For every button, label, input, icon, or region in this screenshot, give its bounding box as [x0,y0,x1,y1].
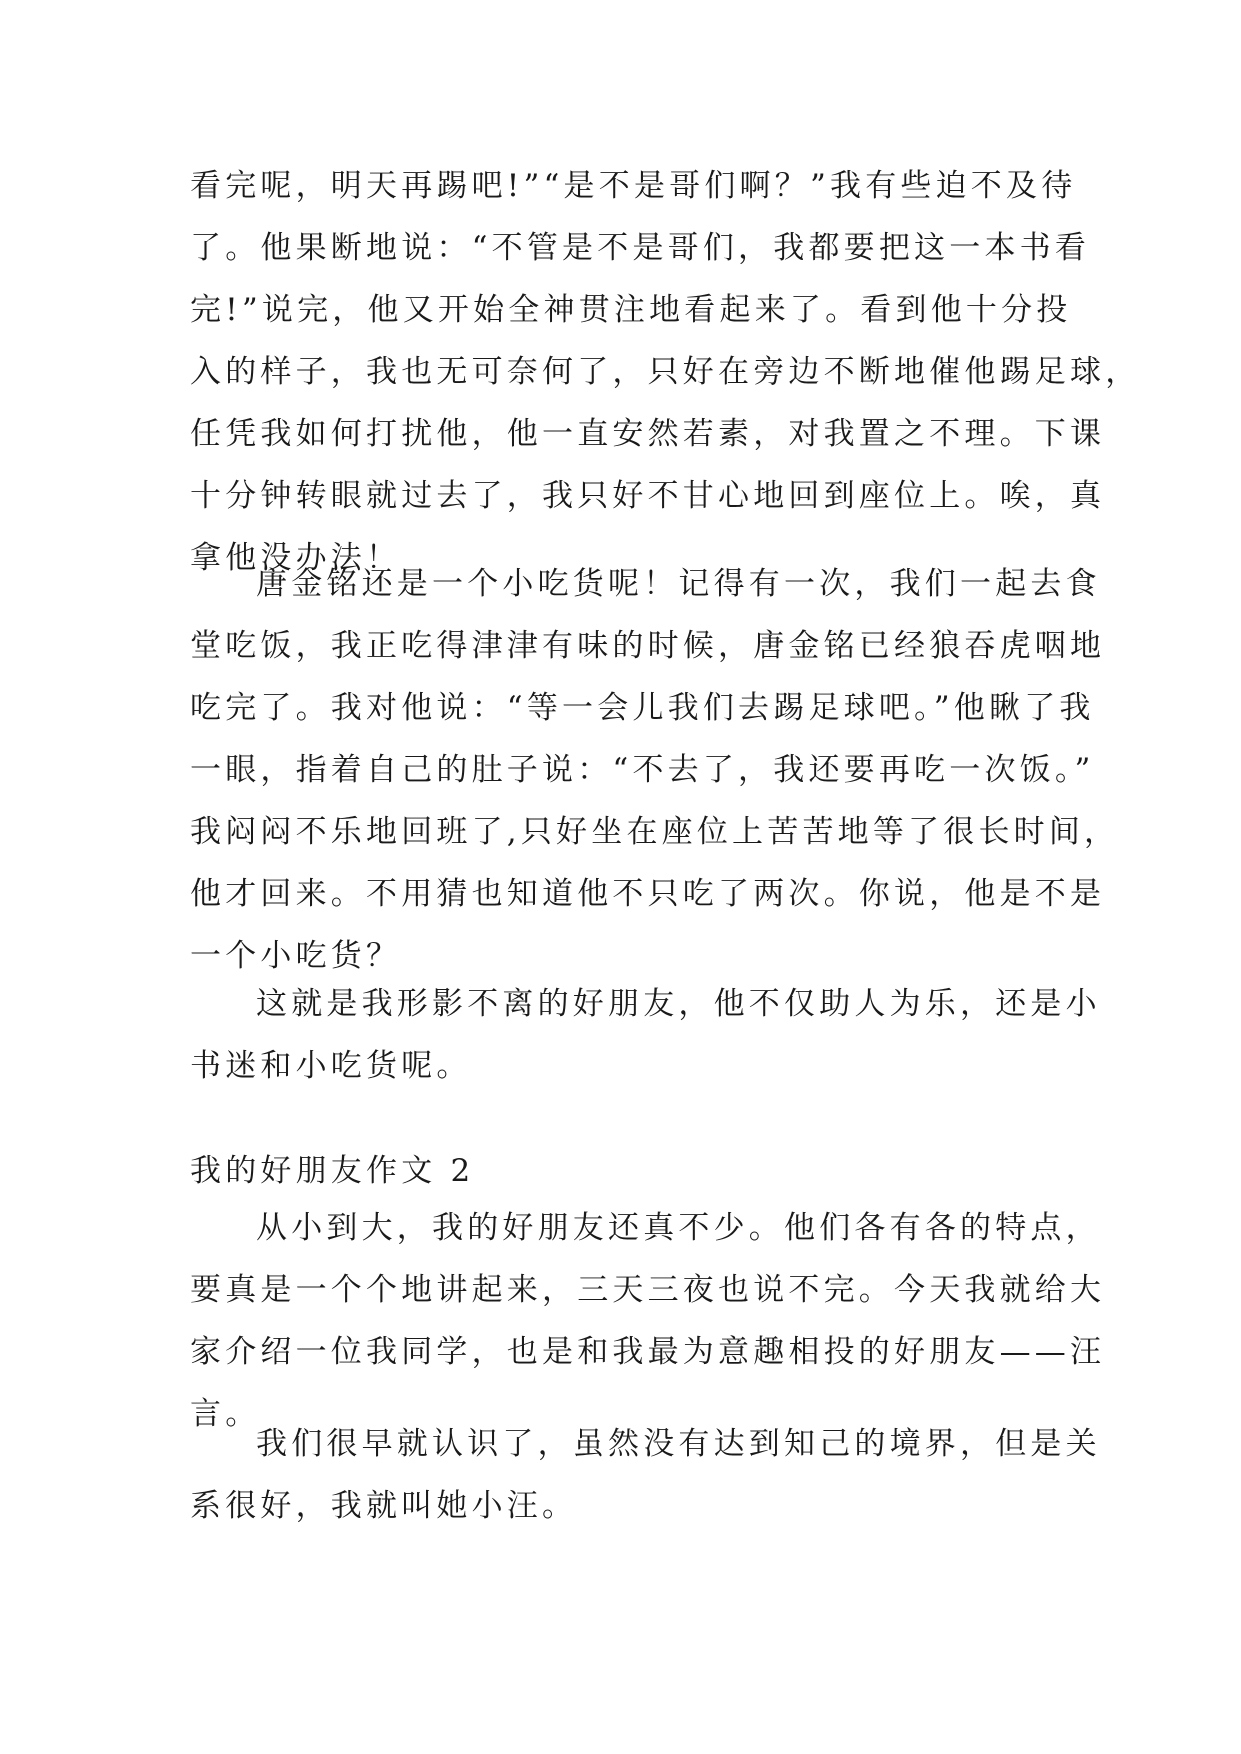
text-line: 一眼，指着自己的肚子说：“不去了，我还要再吃一次饭。” [190,752,1095,788]
heading-text: 我的好朋友作文 2 [190,1153,475,1189]
text-line: 系很好，我就叫她小汪。 [190,1488,578,1524]
paragraph-4 [190,1197,1106,1445]
text-line: 一个小吃货？ [190,938,402,974]
paragraph-1 [190,155,1141,589]
text-line: 他才回来。不用猜也知道他不只吃了两次。你说，他是不是 [190,876,1106,912]
text-line: 十分钟转眼就过去了，我只好不甘心地回到座位上。唉，真 [190,478,1106,514]
text-line: 我闷闷不乐地回班了,只好坐在座位上苦苦地等了很长时间， [190,814,1120,850]
paragraph-5 [190,1413,1101,1537]
text-line: 任凭我如何打扰他，他一直安然若素，对我置之不理。下课 [190,416,1106,452]
text-line: 言。 [190,1396,261,1432]
text-line: 拿他没办法！ [190,540,402,576]
text-line: 了。他果断地说：“不管是不是哥们，我都要把这一本书看 [190,230,1091,266]
paragraph-3 [190,973,1101,1097]
text-line: 看完呢，明天再踢吧!”“是不是哥们啊？”我有些迫不及待 [190,168,1077,204]
text-line: 唐金铭还是一个小吃货呢！记得有一次，我们一起去食 [256,566,1101,602]
text-line: 完!”说完，他又开始全神贯注地看起来了。看到他十分投 [190,292,1072,328]
section-heading [190,1140,1070,1202]
text-line: 家介绍一位我同学，也是和我最为意趣相投的好朋友——汪 [190,1334,1106,1370]
text-line: 我们很早就认识了，虽然没有达到知己的境界，但是关 [256,1426,1101,1462]
text-line: 堂吃饭，我正吃得津津有味的时候，唐金铭已经狼吞虎咽地 [190,628,1106,664]
text-line: 从小到大，我的好朋友还真不少。他们各有各的特点， [256,1210,1101,1246]
paragraph-2 [190,553,1120,987]
text-line: 入的样子，我也无可奈何了，只好在旁边不断地催他踢足球， [190,354,1141,390]
text-line: 书迷和小吃货呢。 [190,1048,472,1084]
text-line: 这就是我形影不离的好朋友，他不仅助人为乐，还是小 [256,986,1101,1022]
text-line: 吃完了。我对他说：“等一会儿我们去踢足球吧。”他瞅了我 [190,690,1095,726]
text-line: 要真是一个个地讲起来，三天三夜也说不完。今天我就给大 [190,1272,1106,1308]
